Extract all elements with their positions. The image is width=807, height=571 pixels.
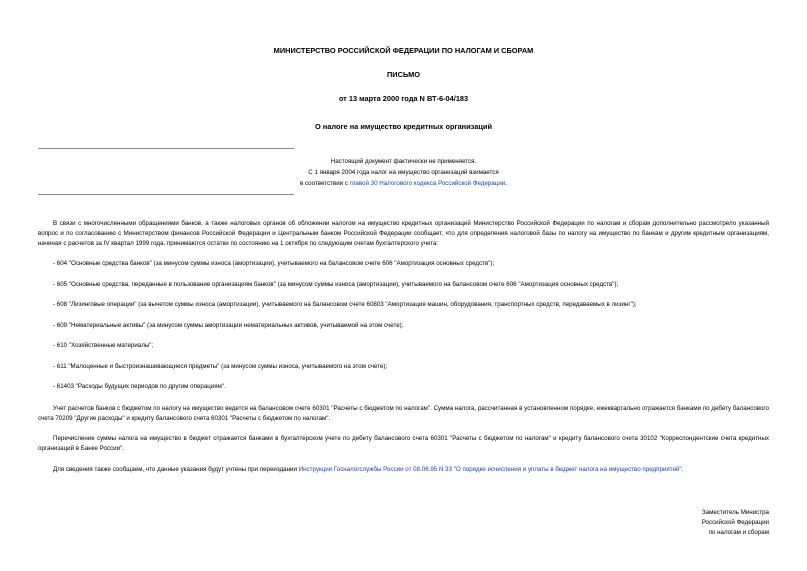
account-item-608: - 608 "Лизинговые операции" (за вычетом суммы износа (амортизации), учитываемого на балансовом счете 60803 "Амортизация машин, оборудования, транспортных средств, передаваемых в лизинг"); xyxy=(53,301,637,308)
account-item-61403: - 61403 "Расходы будущих периодов по другим операциям". xyxy=(53,383,226,390)
bottom-divider xyxy=(38,194,294,195)
tax-code-chapter-link[interactable]: главой 30 Налогового кодекса Российской Федерации xyxy=(349,180,506,187)
information-suffix: . xyxy=(681,466,684,473)
signature-line-2: Российской Федерации xyxy=(701,519,769,526)
tax-transfer-paragraph: Перечисление суммы налога на имущество в бюджет отражается банками в бухгалтерском учете по дебету балансового счета 60301 "Расчеты с бюджетом по налогам" и кредиту балансового счета 30102 "Корреспондентские счета кредитных организаций в Банке России". xyxy=(38,435,769,452)
information-prefix: Для сведения также сообщаем, что данные указания будут учтены при переиздании xyxy=(53,466,299,473)
note-line-3 xyxy=(0,179,807,189)
account-item-610: - 610 "Хозяйственные материалы"; xyxy=(53,342,154,349)
signature-line-1: Заместитель Министра xyxy=(701,509,769,516)
document-date-number: от 13 марта 2000 года N ВТ-6-04/183 xyxy=(338,94,469,103)
information-paragraph xyxy=(38,465,769,475)
instruction-33-link[interactable]: Инструкции Госналогслужбы России от 08.06.95 N 33 "О порядке исчисления и уплаты в бюджет налога на имущество предприятий" xyxy=(298,466,682,473)
note-line-2: С 1 января 2004 года налог на имущество организаций взимается xyxy=(308,169,499,176)
intro-paragraph: В связи с многочисленными обращениями банков, а также налоговых органов об обложении налогом на имущество кредитных организаций Министерство Российской Федерации по налогам и сборам дополнительно рассмотрело указанный вопрос и по согласованию с Министерством финансов Российской Федерации и Центральным банком Российской Федерации сообщает, что для определения налоговой базы по налогу на имущество по банкам и другим кредитным организациям, начиная с расчетов за IV квартал 1999 года, принимаются остатки по состоянию на 1 октября по следующим счетам бухгалтерского учета: xyxy=(38,220,769,247)
ministry-heading: МИНИСТЕРСТВО РОССИЙСКОЙ ФЕДЕРАЦИИ ПО НАЛОГАМ И СБОРАМ xyxy=(273,46,534,55)
note-line-1: Настоящий документ фактически не применяется. xyxy=(330,158,477,165)
note-line-3-prefix: в соответствии с xyxy=(300,180,350,187)
account-item-604: - 604 "Основные средства банков" (за минусом суммы износа (амортизации), учитываемого на балансовом счете 606 "Амортизация основных средств"); xyxy=(53,260,495,267)
signature-line-3: по налогам и сборам xyxy=(708,529,769,536)
note-line-3-suffix: . xyxy=(505,180,507,187)
account-item-609: - 609 "Нематериальные активы" (за минусом суммы амортизации нематериальных активов, учитываемой на этом счете); xyxy=(53,322,404,329)
account-item-611: - 611 "Малоценные и быстроизнашивающиеся предметы" (за минусом суммы износа, учитываемого на этом счете); xyxy=(53,363,388,370)
document-subject: О налоге на имущество кредитных организаций xyxy=(314,122,493,131)
top-divider xyxy=(38,148,294,149)
document-type: ПИСЬМО xyxy=(387,70,420,79)
account-item-605: - 605 "Основные средства, переданные в пользование организациям банков" (за минусом суммы износа (амортизации), учитываемого на балансовом счете 606 "Амортизация основных средств"); xyxy=(53,281,619,288)
budget-accounting-paragraph: Учет расчетов банков с бюджетом по налогу на имущество ведется на балансовом счете 60301 "Расчеты с бюджетом по налогам". Сумма налога, рассчитанная в установленном порядке, ежеквартально отражается банками по дебету балансового счета 70209 "Другие расходы" и кредиту балансового счета 60301 "Расчеты с бюджетом по налогам". xyxy=(38,405,769,422)
